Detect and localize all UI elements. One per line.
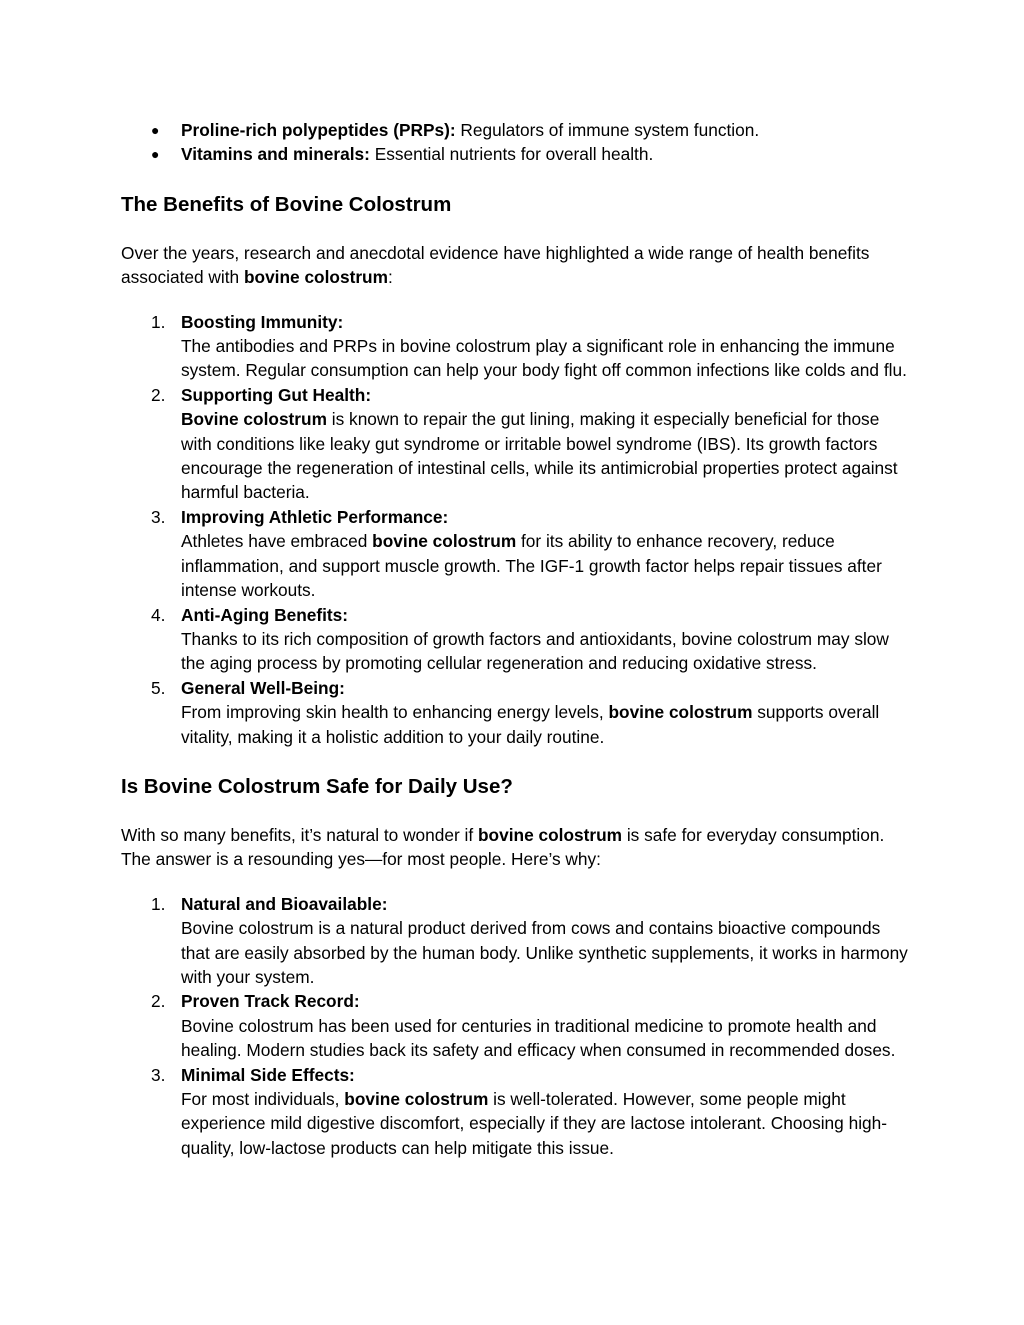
desc-bold: bovine colostrum — [372, 531, 517, 552]
section-heading-safety: Is Bovine Colostrum Safe for Daily Use? — [121, 774, 513, 798]
item-title: Natural and Bioavailable: — [181, 893, 388, 914]
item-description — [181, 407, 911, 505]
bullet-item — [121, 142, 911, 166]
desc-text: Bovine colostrum has been used for centuries in traditional medicine to promote health and healing. Modern studies back its safety and efficacy when consumed in recommended doses. — [181, 1015, 896, 1061]
bullet-icon: ● — [151, 122, 160, 138]
list-item — [121, 505, 911, 603]
bullet-item — [121, 118, 911, 142]
section-heading-benefits: The Benefits of Bovine Colostrum — [121, 192, 452, 216]
desc-text: For most individuals, — [181, 1089, 345, 1109]
bullet-text: Essential nutrients for overall health. — [369, 144, 654, 165]
intro-text: With so many benefits, it’s natural to wonder if — [121, 824, 478, 845]
list-item — [121, 676, 911, 749]
list-item — [121, 892, 911, 990]
list-item — [121, 310, 911, 383]
bullet-term: Proline-rich polypeptides (PRPs): — [181, 120, 456, 140]
item-number: 3. — [151, 506, 166, 527]
item-description — [181, 1014, 911, 1063]
list-item — [121, 1063, 911, 1161]
item-number: 3. — [151, 1064, 166, 1085]
intro-text: : — [387, 267, 393, 288]
bullet-term: Vitamins and minerals: — [181, 144, 370, 165]
intro-text: Over the years, research and anecdotal evidence have highlighted a wide range of health benefits associated with — [121, 242, 870, 288]
item-title: Supporting Gut Health: — [181, 384, 372, 405]
item-description — [181, 529, 911, 602]
item-number: 4. — [151, 604, 166, 625]
nutrient-bullet-list — [121, 118, 911, 167]
item-title: Boosting Immunity: — [181, 311, 344, 332]
desc-text: is known to repair the gut lining, making it especially beneficial for those with conditions like leaky gut syndrome or irritable bowel syndrome (IBS). Its growth factors encourage the regeneration of intestinal cells, while its antimicrobial properties protect against harmful bacteria. — [181, 409, 898, 503]
item-title: Minimal Side Effects: — [181, 1064, 355, 1085]
desc-bold: bovine colostrum — [608, 702, 753, 723]
intro-text: is safe for everyday consumption. The answer is a resounding yes—for most people. Here’s why: — [121, 824, 885, 870]
desc-text: Thanks to its rich composition of growth factors and antioxidants, bovine colostrum may slow the aging process by promoting cellular regeneration and reducing oxidative stress. — [181, 628, 889, 674]
item-title: General Well-Being: — [181, 677, 345, 698]
item-description — [181, 627, 911, 676]
item-description — [181, 1087, 911, 1160]
bullet-icon: ● — [151, 146, 160, 163]
desc-text: Athletes have embraced — [181, 531, 373, 552]
item-number: 2. — [151, 384, 166, 405]
intro-bold: bovine colostrum — [478, 824, 623, 845]
item-title: Anti-Aging Benefits: — [181, 604, 349, 625]
desc-text: is well-tolerated. However, some people might experience mild digestive discomfort, especially if they are lactose intolerant. Choosing high-quality, low-lactose products can help mitigate this issue. — [181, 1089, 888, 1158]
desc-bold: Bovine colostrum — [181, 409, 327, 430]
desc-text: From improving skin health to enhancing energy levels, — [181, 702, 609, 723]
item-description — [181, 916, 911, 989]
desc-text: Bovine colostrum is a natural product derived from cows and contains bioactive compounds that are easily absorbed by the human body. Unlike synthetic supplements, it works in harmony with your system. — [181, 918, 908, 987]
item-description — [181, 334, 911, 383]
section-intro-safety — [121, 823, 911, 872]
safety-list — [121, 892, 911, 1160]
document-page — [121, 118, 911, 1160]
item-number: 1. — [151, 893, 166, 914]
list-item — [121, 603, 911, 676]
item-number: 5. — [151, 677, 166, 698]
item-number: 2. — [151, 991, 166, 1012]
section-intro-benefits — [121, 241, 911, 290]
item-title: Proven Track Record: — [181, 991, 360, 1012]
benefits-list — [121, 310, 911, 749]
bullet-text: Regulators of immune system function. — [455, 120, 760, 140]
desc-text: supports overall vitality, making it a holistic addition to your daily routine. — [181, 702, 880, 747]
desc-text: for its ability to enhance recovery, reduce inflammation, and support muscle growth. The IGF-1 growth factor helps repair tissues after intense workouts. — [181, 531, 882, 601]
item-description — [181, 700, 911, 749]
item-number: 1. — [151, 311, 166, 332]
desc-bold: bovine colostrum — [344, 1089, 489, 1109]
desc-text: The antibodies and PRPs in bovine colostrum play a significant role in enhancing the immune system. Regular consumption can help your body fight off common infections like colds and flu. — [181, 336, 907, 381]
list-item — [121, 989, 911, 1062]
list-item — [121, 383, 911, 505]
item-title: Improving Athletic Performance: — [181, 506, 449, 527]
intro-bold: bovine colostrum — [243, 267, 388, 288]
